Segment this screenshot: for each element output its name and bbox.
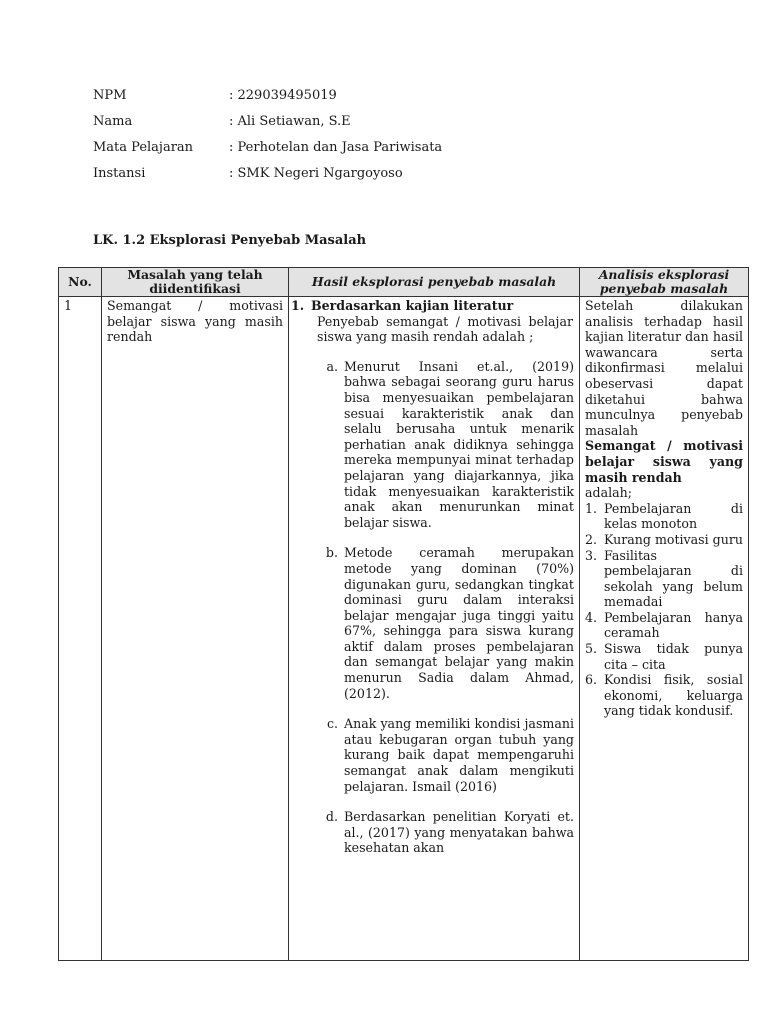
list-item bbox=[294, 359, 574, 531]
table-header-row bbox=[59, 268, 749, 297]
identity-value: : 229039495019 bbox=[229, 88, 337, 103]
identity-label: Mata Pelajaran bbox=[93, 140, 194, 155]
header-analysis: Analisis eksplorasi penyebab masalah bbox=[580, 268, 749, 297]
problem-cell: Semangat / motivasi belajar siswa yang masih rendah bbox=[102, 297, 289, 961]
identity-row-nama bbox=[93, 112, 442, 138]
list-item bbox=[585, 548, 743, 610]
list-item-label: c. bbox=[326, 716, 338, 732]
identity-row-instansi bbox=[93, 164, 442, 190]
list-item-text: Metode ceramah merupakan metode yang dominan (70%) digunakan guru, sedangkan tingkat dominasi guru dalam interaksi belajar mengajar juga tinggi yaitu 67%, sehingga para siswa kurang aktif dalam proses pembelajaran dan semangat belajar yang makin menurun Sadia dalam Ahmad, (2012). bbox=[344, 545, 574, 701]
list-item-text: Menurut Insani et.al., (2019) bahwa sebagai seorang guru harus bisa menyesuaikan pembelajaran sesuai karakteristik anak dan selalu berusaha untuk menarik perhatian anak didiknya sehingga mereka mempunyai minat terhadap pelajaran yang diajarkannya, jika tidak menyesuaikan karakteristik anak akan menurunkan minat belajar siswa. bbox=[344, 358, 574, 530]
header-findings: Hasil eksplorasi penyebab masalah bbox=[289, 268, 580, 297]
analysis-cell bbox=[580, 297, 749, 961]
row-number: 1 bbox=[59, 297, 102, 961]
finding-number: 1. bbox=[291, 298, 305, 313]
cause-number: 5. bbox=[585, 641, 598, 657]
list-item bbox=[585, 641, 743, 672]
identity-value: : Ali Setiawan, S.E bbox=[229, 114, 351, 129]
list-item bbox=[585, 532, 743, 548]
list-item bbox=[294, 809, 574, 856]
identity-block bbox=[93, 86, 442, 190]
table-row bbox=[59, 297, 749, 961]
list-item bbox=[585, 501, 743, 532]
analysis-intro: Setelah dilakukan analisis terhadap hasil kajian literatur dan hasil wawancara serta dikonfirmasi melalui obeservasi dapat diketahui bahwa munculnya penyebab masalah bbox=[585, 298, 743, 438]
list-item bbox=[585, 610, 743, 641]
identity-label: NPM bbox=[93, 88, 127, 103]
cause-number: 4. bbox=[585, 609, 598, 625]
list-item-label: d. bbox=[325, 809, 338, 825]
list-item-label: b. bbox=[325, 545, 338, 561]
list-item bbox=[585, 672, 743, 719]
identity-label: Instansi bbox=[93, 166, 146, 181]
header-no: No. bbox=[59, 268, 102, 297]
list-item-text: Anak yang memiliki kondisi jasmani atau kebugaran organ tubuh yang kurang baik dapat mempengaruhi semangat anak dalam mengikuti pelajaran. Ismail (2016) bbox=[344, 716, 574, 794]
causes-list bbox=[585, 501, 743, 719]
finding-intro: Penyebab semangat / motivasi belajar siswa yang masih rendah adalah ; bbox=[317, 313, 573, 345]
cause-text: Kurang motivasi guru bbox=[604, 531, 743, 547]
section-title: LK. 1.2 Eksplorasi Penyebab Masalah bbox=[93, 233, 367, 248]
analysis-after: adalah; bbox=[585, 485, 632, 501]
cause-number: 1. bbox=[585, 500, 598, 516]
finding-heading-text: Berdasarkan kajian literatur bbox=[311, 298, 514, 313]
finding-heading bbox=[291, 298, 574, 314]
identity-label: Nama bbox=[93, 114, 133, 129]
cause-text: Pembelajaran hanya ceramah bbox=[604, 609, 743, 641]
exploration-table bbox=[58, 267, 749, 961]
header-problem: Masalah yang telah diidentifikasi bbox=[102, 268, 289, 297]
identity-value: : Perhotelan dan Jasa Pariwisata bbox=[229, 140, 443, 155]
identity-row-npm bbox=[93, 86, 442, 112]
findings-list bbox=[294, 359, 574, 856]
identity-row-mata-pelajaran bbox=[93, 138, 442, 164]
list-item-label: a. bbox=[326, 358, 338, 374]
cause-text: Kondisi fisik, sosial ekonomi, keluarga yang tidak kondusif. bbox=[604, 672, 743, 719]
analysis-problem: Semangat / motivasi belajar siswa yang masih rendah bbox=[585, 438, 743, 485]
list-item-text: Berdasarkan penelitian Koryati et. al., (2017) yang menyatakan bahwa kesehatan akan bbox=[344, 809, 574, 856]
cause-number: 3. bbox=[585, 547, 598, 563]
findings-cell bbox=[289, 297, 580, 961]
cause-text: Siswa tidak punya cita – cita bbox=[604, 641, 743, 672]
cause-number: 6. bbox=[585, 672, 598, 688]
list-item bbox=[294, 545, 574, 701]
list-item bbox=[294, 716, 574, 794]
cause-text: Pembelajaran di kelas monoton bbox=[604, 500, 743, 532]
identity-value: : SMK Negeri Ngargoyoso bbox=[229, 166, 403, 181]
cause-text: Fasilitas pembelajaran di sekolah yang belum memadai bbox=[604, 547, 743, 610]
cause-number: 2. bbox=[585, 531, 598, 547]
